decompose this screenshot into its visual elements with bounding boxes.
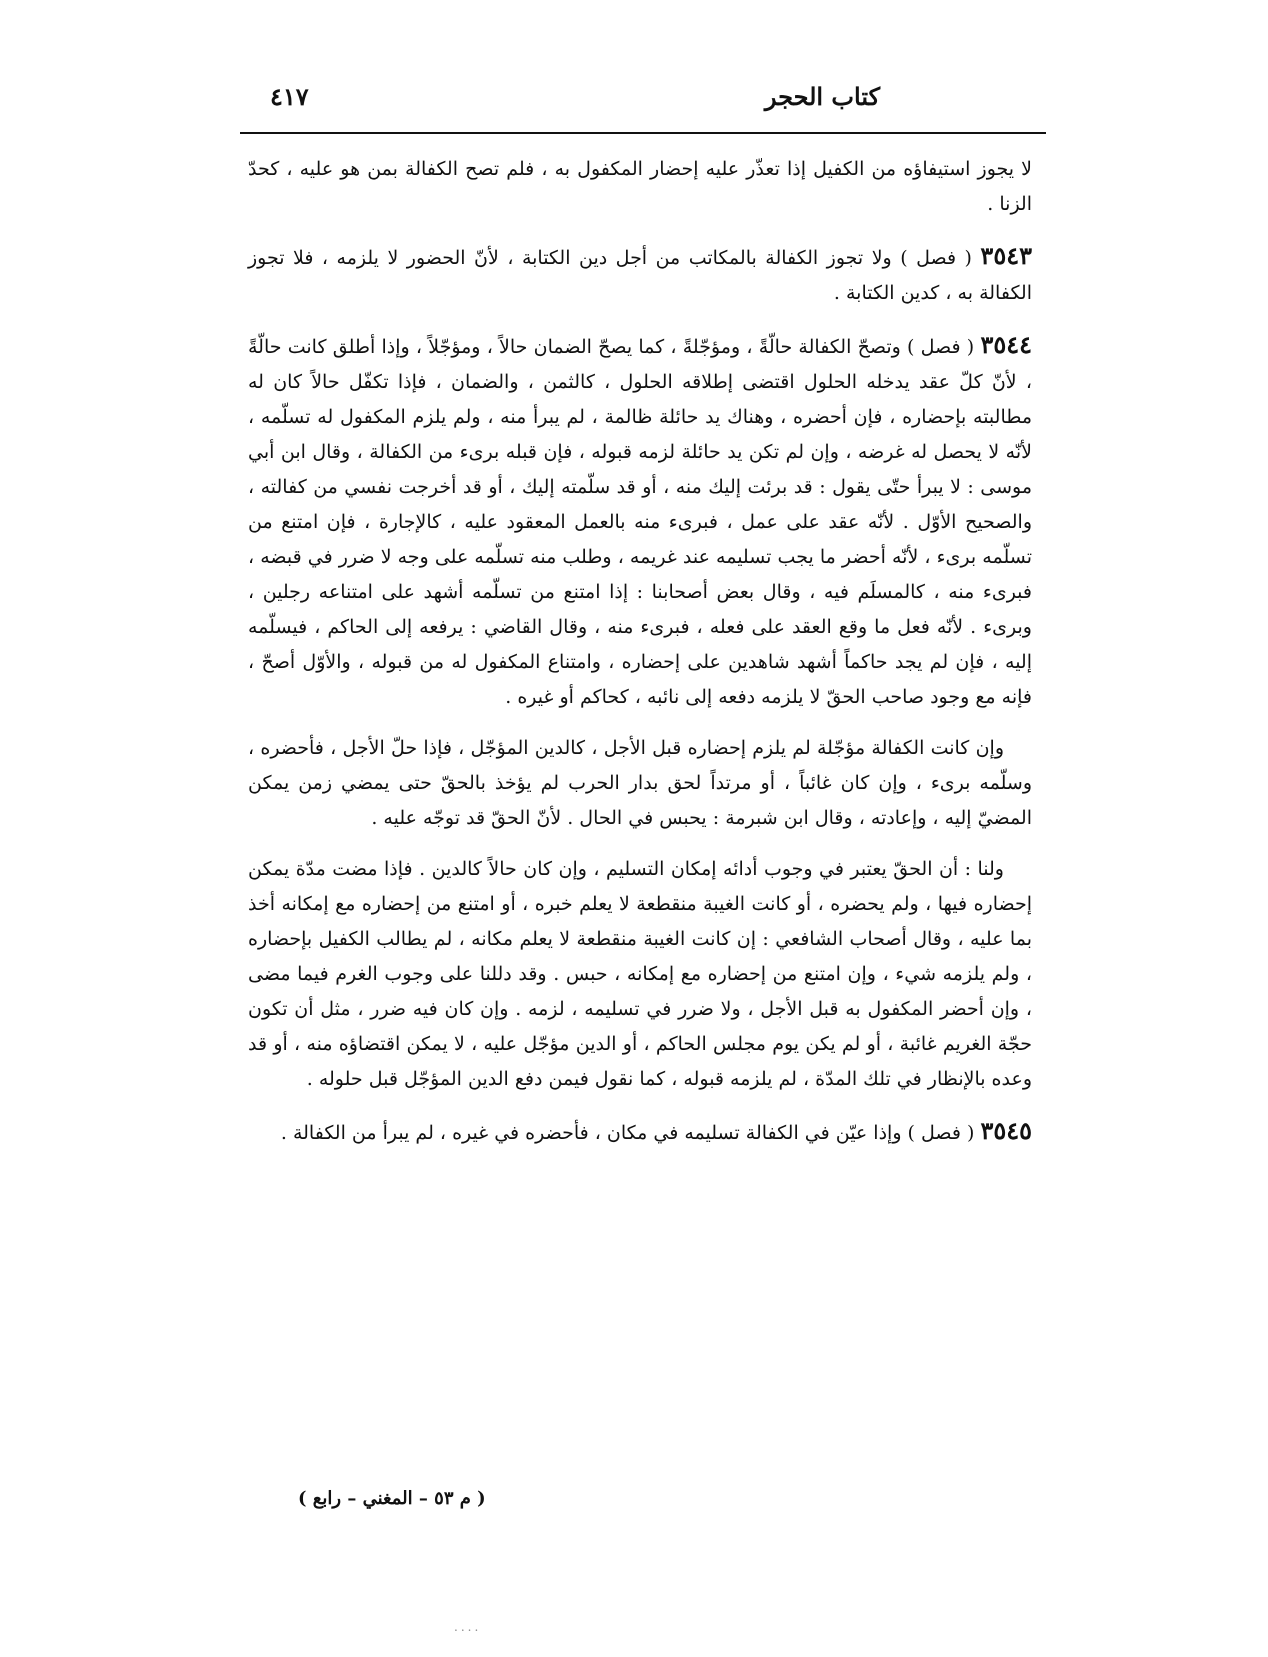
paragraph-text: ( فصل ) ولا تجوز الكفالة بالمكاتب من أجل دين الكتابة ، لأنّ الحضور لا يلزمه ، فلا تجوز الكفالة به ، كدين الكتابة . (248, 247, 1032, 304)
signature-footnote: ( م ٥٣ – المغني – رابع ) (298, 1488, 486, 1509)
page-number: ٤١٧ (270, 82, 309, 111)
section-3543 (248, 238, 1032, 311)
section-number: ٣٥٤٤ (980, 330, 1032, 359)
paragraph-argument (248, 852, 1032, 1097)
section-number: ٣٥٤٣ (980, 241, 1032, 270)
body-text (248, 152, 1032, 1167)
header-rule (240, 132, 1046, 134)
paragraph-text: لا يجوز استيفاؤه من الكفيل إذا تعذّر عليه إحضار المكفول به ، فلم تصح الكفالة بمن هو عليه ، كحدّ الزنا . (248, 158, 1032, 215)
bottom-marks: .... (454, 1620, 482, 1634)
paragraph-text: ( فصل ) وتصحّ الكفالة حالّةً ، ومؤجّلةً ، كما يصحّ الضمان حالاً ، ومؤجّلاً ، وإذا أطلق كانت حالّةً ، لأنّ كلّ عقد يدخله الحلول اقتضى إطلاقه الحلول ، كالثمن ، والضمان ، فإذا تكفّل حالاً كان له مطالبته بإحضاره ، فإن أحضره ، وهناك يد حائلة ظالمة ، لم يبرأ منه ، ولم يلزم المكفول له تسلّمه ، لأنّه لا يحصل له غرضه ، وإن لم تكن يد حائلة لزمه قبوله ، فإن قبله برىء من الكفالة ، وقال ابن أبي موسى : لا يبرأ حتّى يقول : قد برئت إليك منه ، أو قد سلّمته إليك ، أو قد أخرجت نفسي من كفالته ، والصحيح الأوّل . لأنّه عقد على عمل ، فبرىء منه بالعمل المعقود عليه ، كالإجارة ، فإن امتنع من تسلّمه برىء ، لأنّه أحضر ما يجب تسليمه عند غريمه ، وطلب منه تسلّمه على وجه لا ضرر في قبضه ، فبرىء منه ، كالمسلَم فيه ، وقال بعض أصحابنا : إذا امتنع من تسلّمه أشهد على امتناعه رجلين ، وبرىء . لأنّه فعل ما وقع العقد على فعله ، فبرىء منه ، وقال القاضي : يرفعه إلى الحاكم ، فيسلّمه إليه ، فإن لم يجد حاكماً أشهد شاهدين على إحضاره ، وامتناع المكفول له من قبوله ، والأوّل أصحّ ، فإنه مع وجود صاحب الحقّ لا يلزمه دفعه إلى نائبه ، كحاكم أو غيره . (248, 336, 1032, 708)
paragraph-text: ولنا : أن الحقّ يعتبر في وجوب أدائه إمكان التسليم ، وإن كان حالاً كالدين . فإذا مضت مدّة يمكن إحضاره فيها ، ولم يحضره ، أو كانت الغيبة منقطعة لا يعلم خبره ، أو امتنع من إحضاره مع إمكانه أخذ بما عليه ، وقال أصحاب الشافعي : إن كانت الغيبة منقطعة لا يعلم مكانه ، لم يطالب الكفيل بإحضاره ، ولم يلزمه شيء ، وإن امتنع من إحضاره مع إمكانه ، حبس . وقد دللنا على وجوب الغرم فيما مضى ، وإن أحضر المكفول به قبل الأجل ، ولا ضرر في تسليمه ، لزمه . وإن كان فيه ضرر ، مثل أن تكون حجّة الغريم غائبة ، أو لم يكن يوم مجلس الحاكم ، أو الدين مؤجّل عليه ، لا يمكن اقتضاؤه منه ، أو قد وعده بالإنظار في تلك المدّة ، لم يلزمه قبوله ، كما نقول فيمن دفع الدين المؤجّل قبل حلوله . (248, 858, 1032, 1090)
paragraph-deferred-surety (248, 731, 1032, 836)
chapter-title: كتاب الحجر (764, 82, 880, 111)
section-number: ٣٥٤٥ (980, 1116, 1032, 1145)
paragraph-continuation (248, 152, 1032, 222)
section-3545 (248, 1113, 1032, 1151)
section-3544 (248, 327, 1032, 715)
paragraph-text: ( فصل ) وإذا عيّن في الكفالة تسليمه في مكان ، فأحضره في غيره ، لم يبرأ من الكفالة . (280, 1122, 975, 1144)
paragraph-text: وإن كانت الكفالة مؤجّلة لم يلزم إحضاره قبل الأجل ، كالدين المؤجّل ، فإذا حلّ الأجل ، فأحضره ، وسلّمه برىء ، وإن كان غائباً ، أو مرتداً لحق بدار الحرب لم يؤخذ بالحقّ حتى يمضي زمن يمكن المضيّ إليه ، وإعادته ، وقال ابن شبرمة : يحبس في الحال . لأنّ الحقّ قد توجّه عليه . (248, 737, 1032, 829)
page-header (240, 82, 1040, 122)
